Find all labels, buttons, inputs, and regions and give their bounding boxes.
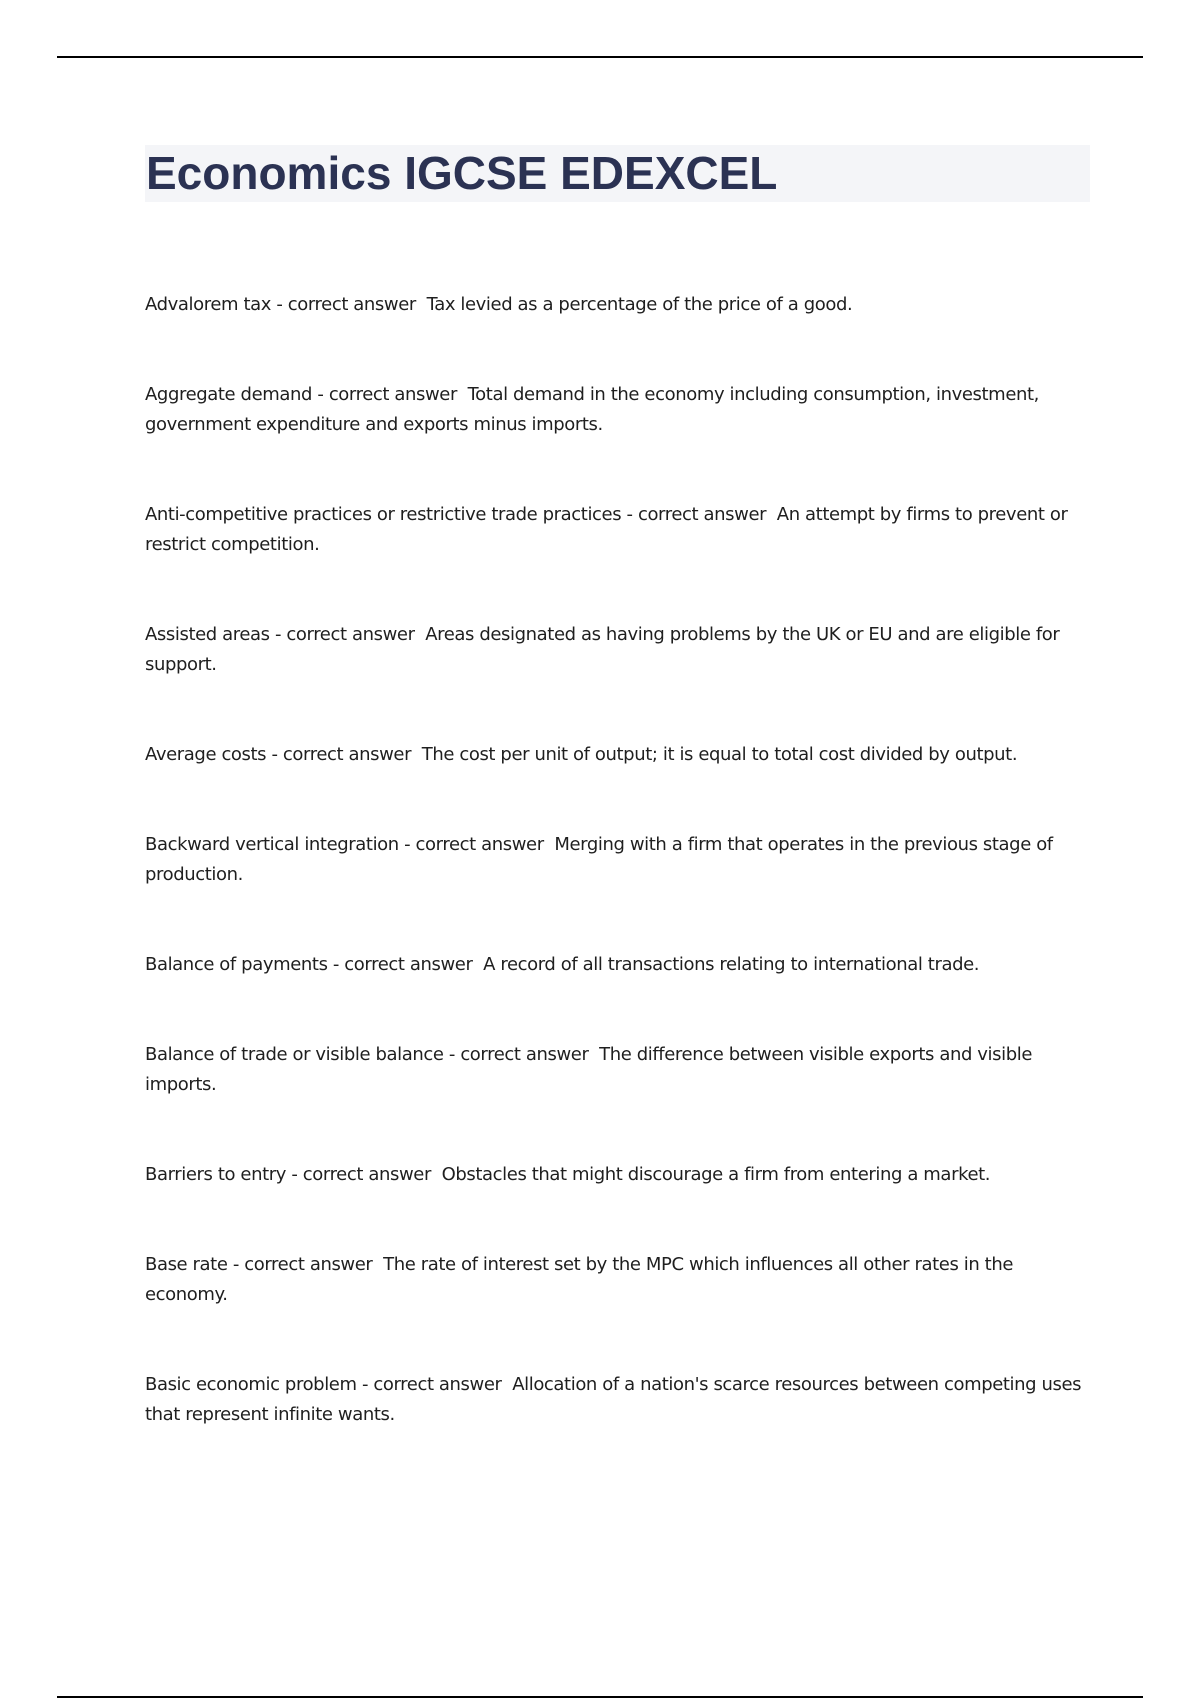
entry-answer-label: correct answer (460, 1044, 589, 1065)
entry-term: Anti-competitive practices or restrictive trade practices (145, 504, 622, 525)
entry-answer-label: correct answer (415, 834, 544, 855)
entry-term: Advalorem tax (145, 294, 271, 315)
entry-term: Base rate (145, 1254, 228, 1275)
entry-definition: The difference between visible exports and visible imports. (145, 1044, 1033, 1095)
entry-term: Barriers to entry (145, 1164, 287, 1185)
entry-term: Average costs (145, 744, 267, 765)
glossary-entry (145, 740, 1090, 770)
entry-separator: - (227, 1254, 245, 1275)
glossary-entry (145, 1250, 1090, 1310)
entry-separator: - (269, 624, 287, 645)
entry-separator: - (286, 1164, 303, 1185)
glossary-entry (145, 830, 1090, 890)
entry-answer-label: correct answer (637, 504, 767, 525)
glossary-entry (145, 620, 1090, 680)
entry-separator: - (443, 1044, 461, 1065)
glossary-entry (145, 380, 1090, 440)
entry-definition: Areas designated as having problems by the UK or EU and are eligible for support. (145, 624, 1060, 675)
entry-answer-label: correct answer (286, 624, 415, 645)
glossary-entry (145, 1370, 1090, 1430)
entry-term: Balance of payments (145, 954, 328, 975)
entry-separator: - (271, 294, 288, 315)
footer-rule (57, 1696, 1143, 1698)
entry-term: Assisted areas (145, 624, 270, 645)
glossary-entry (145, 290, 1090, 320)
entry-definition: An attempt by firms to prevent or restrict competition. (145, 504, 1068, 555)
entry-answer-label: correct answer (302, 1164, 431, 1185)
glossary-entry (145, 1160, 1090, 1190)
entry-definition: The rate of interest set by the MPC which influences all other rates in the economy. (145, 1254, 1014, 1305)
entry-separator: - (398, 834, 416, 855)
entry-term: Backward vertical integration (145, 834, 399, 855)
entry-term: Aggregate demand (145, 384, 313, 405)
entry-definition: A record of all transactions relating to international trade. (483, 954, 980, 975)
entry-definition: Allocation of a nation's scarce resources between competing uses that represent infinite wants. (145, 1374, 1082, 1425)
glossary-entry (145, 1040, 1090, 1100)
entry-term: Basic economic problem (145, 1374, 357, 1395)
entry-separator: - (356, 1374, 374, 1395)
entry-answer-label: correct answer (244, 1254, 373, 1275)
entry-definition: The cost per unit of output; it is equal to total cost divided by output. (421, 744, 1018, 765)
glossary-entry (145, 950, 1090, 980)
entry-separator: - (621, 504, 638, 525)
entry-answer-label: correct answer (344, 954, 473, 975)
entry-answer-label: correct answer (282, 744, 412, 765)
document-title: Economics IGCSE EDEXCEL (146, 147, 778, 199)
entry-answer-label: correct answer (287, 294, 416, 315)
header-rule (57, 56, 1143, 58)
entry-term: Balance of trade or visible balance (145, 1044, 444, 1065)
entry-separator: - (312, 384, 329, 405)
entry-definition: Tax levied as a percentage of the price of a good. (426, 294, 853, 315)
entry-definition: Total demand in the economy including consumption, investment, government expenditure and exports minus imports. (145, 384, 1039, 435)
entry-answer-label: correct answer (328, 384, 457, 405)
entry-answer-label: correct answer (373, 1374, 502, 1395)
entry-separator: - (327, 954, 345, 975)
entry-separator: - (266, 744, 283, 765)
entry-definition: Obstacles that might discourage a firm from entering a market. (441, 1164, 991, 1185)
entry-definition: Merging with a firm that operates in the previous stage of production. (145, 834, 1053, 885)
glossary-entry (145, 500, 1090, 560)
glossary-list (145, 290, 1090, 1490)
